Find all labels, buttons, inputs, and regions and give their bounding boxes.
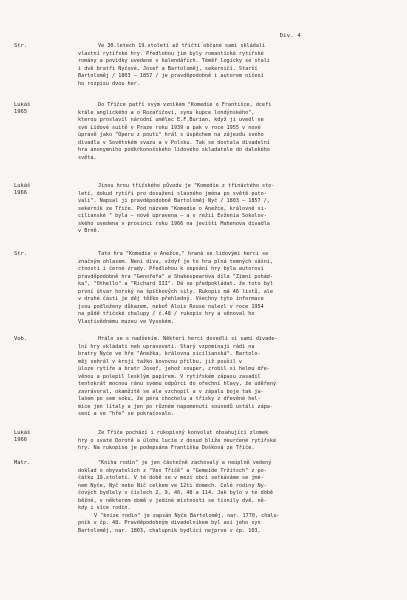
text-line: pník v čp. 48. Pravděpodobným divadelníkem byl asi jeho syn	[78, 520, 261, 526]
text-line: kdy i více rodin.	[78, 505, 131, 511]
text-line: jsou podloženy důkazem, neboť Alois Rouse nalezl v roce 1954	[78, 303, 264, 310]
text-line: divadla v Sovětském svazu a v Polsku. Tak se dostala divadelní	[78, 139, 270, 146]
source-label: Matr.	[14, 460, 31, 466]
page-number: Div. 4	[279, 33, 301, 39]
text-line: bratry Nyče ve hře "Anežka, královna sicilianská". Bartolo-	[78, 351, 261, 357]
text-line: Do Třičce patří svým vznikem "Komedie o Františce, dceři	[98, 102, 272, 108]
source-label: Vob.	[14, 336, 27, 342]
entry-text	[78, 430, 378, 453]
text-line: ského uvedena v prosinci roku 1966 na jevišti Mahenova divadla	[78, 220, 270, 227]
source-label: Lukáš 1966	[14, 183, 31, 197]
entry-text	[78, 460, 378, 535]
text-line: měj sehrál v kroji tažko kovovou přilbu, již poušil v	[78, 358, 243, 365]
text-line: nem Nyče, Nyč nebo Nič celkem ve 12ti domech. Celé rodiny Ny-	[78, 482, 267, 489]
text-line: běžné, v některém domě v jediné místnosti se tísnily dvě, ně-	[78, 497, 267, 504]
text-line: Vlastivědnému muzeu ve Vysokém.	[78, 318, 174, 325]
text-line: tentokrát mocnou ránu svému odpůrci do ořechní hlavy, že uděřený	[78, 381, 277, 387]
text-line: své Lidové suitě v Praze roku 1939 a pak v roce 1955 v nové	[78, 124, 261, 131]
text-line: kterou proslavil národní umělec E.F.Burian, když ji uvedl ve	[78, 117, 264, 123]
text-line: krále anglického a o Rozařičovi, synu kupce londýnského",	[78, 109, 255, 116]
text-line: lašem po sem soku, že péra chocholu a třísky z dřevěné hel-	[78, 396, 261, 402]
text-line: Tato hra "Komedie o Anežce," hraná se lidovými herci se	[98, 251, 269, 257]
source-label: Lukáš 1966	[14, 430, 31, 444]
text-line: Bartoloměj / 1803 – 1857 / je pravděpodobně i autorem ničení	[78, 73, 264, 79]
entry-text	[78, 183, 378, 236]
text-line: lní hry skládati neb upravovati. Starý vzpomínají rádi na	[78, 343, 255, 350]
text-line: věnou a polepil lesklým papírem. V rytířském zápasu zasadil	[78, 373, 261, 380]
text-line: "Kniha rodin" je jen částečně zachovalý a neúplně vedený	[98, 460, 272, 466]
text-line: V "knize rodin" je zapsán Nyče Bartoloměj, nar. 1770, chalu-	[94, 512, 280, 519]
text-line: na půdě třičské chalupy / č.48 / rukopis hry a věnoval ho	[78, 311, 255, 317]
entry-text	[78, 102, 378, 162]
text-line: v druhé části je děj těžko přehledný. Všechny tyto informace	[78, 296, 264, 302]
text-line: značným ohlasem. Není divu, vždyť je to hra plná temných vášní,	[78, 258, 273, 265]
text-line: mice jen lítaly a jen po různém napomenutí sousedů ustáli zápa-	[78, 403, 273, 410]
text-line: Jinou hrou třičského původu je "Komedie z třináctého sto-	[98, 183, 275, 189]
text-line: romány a povídky uvedené v kalendářích. Téměř logicky se stali	[78, 58, 270, 64]
text-line: vali". Napsal ji pravděpodobně Bartoloměj Nyč / 1803 – 1857 /,	[78, 198, 270, 204]
entry-text	[78, 251, 378, 326]
text-line: čátku 19.století. V té době se v mezi obcí setkáváme se jmé-	[78, 475, 264, 481]
entry-text	[78, 43, 378, 88]
text-line: Ve 30.letech 19.století až třičtí občané sami skládali	[98, 43, 266, 49]
text-line: Hrálo se s nadšením. Některí herci dovedli si sami divade-	[98, 336, 278, 342]
text-line: sení a ve "hře" se pokračovalo.	[78, 411, 174, 417]
text-line: Ze Třiče pochází i rukopisný konvolut obsahující zlomek	[98, 430, 269, 436]
text-line: světa.	[78, 154, 97, 161]
text-line: vlastní rytířské hry. Předlohou jim byly romantické rytířské	[78, 50, 264, 57]
text-line: úpravě jako "Operu z pouti" hrál s úspěchem na zájezdu svého	[78, 132, 264, 138]
text-line: ho rozpisu dvou her.	[78, 80, 140, 87]
text-line: ctností i černé zrady. Předlohou k sepsání hry byla autorovi	[78, 266, 264, 272]
text-line: letí, dokud rytíři pro dosažení slavného jména po světě puto-	[78, 190, 267, 197]
text-line: hry o svaté Dorotě a úlohu lucie z dosud blíže neurčené rytířské	[78, 437, 277, 444]
text-line: doklad o obyvatelích z "Ves Třičě" a "Gemeide Tržitsch" z po-	[78, 467, 267, 474]
text-line: první útvar horský na špičkových sily. Rukopis má 46 listů, ale	[78, 288, 273, 295]
source-label: Str.	[14, 43, 27, 49]
text-line: sekerník ze Třiče. Pod názvem "Komedie o Anežce, královně si-	[78, 205, 267, 212]
text-line: čových bydlely v číslech 2, 9, 40, 48 a 114. Jak bylo v té době	[78, 490, 273, 496]
text-line: ka", "Othello" a "Richard III". Dá se předpokládat, že toto byl	[78, 281, 273, 287]
text-line: v Brně.	[78, 228, 100, 234]
text-line: úloze rytíře a bratr Josef, jehož souper, zrobil si helmu dře-	[78, 366, 270, 372]
text-line: cilianské " byla – nově upravena – a v režii Evženia Sokolov-	[78, 213, 267, 219]
entry-text	[78, 336, 378, 419]
text-line: hry. Na rukopise je podepsána Františka Došková ze Třiče.	[78, 445, 255, 451]
source-label: Str.	[14, 251, 27, 257]
text-line: pravděpodobně hra "Genofefa" a Shakespearova díla "Zimní pohád-	[78, 273, 273, 280]
text-line: Bartoloměj, nar. 1803, chalupník bydlící nejprve v čp. 103,	[78, 527, 261, 534]
source-label: Lukáš 1965	[14, 102, 31, 116]
text-line: i dvě bratři Nyčové, Josef a Bartoloměj, sekerničí. Starší	[78, 65, 258, 72]
text-line: zavrávoral, okamžitě se ale vzchopil a v zápalu boje tak ja-	[78, 388, 264, 395]
text-line: hra anonymního podkrkonošského lidového skladatele do dalekého	[78, 147, 270, 153]
